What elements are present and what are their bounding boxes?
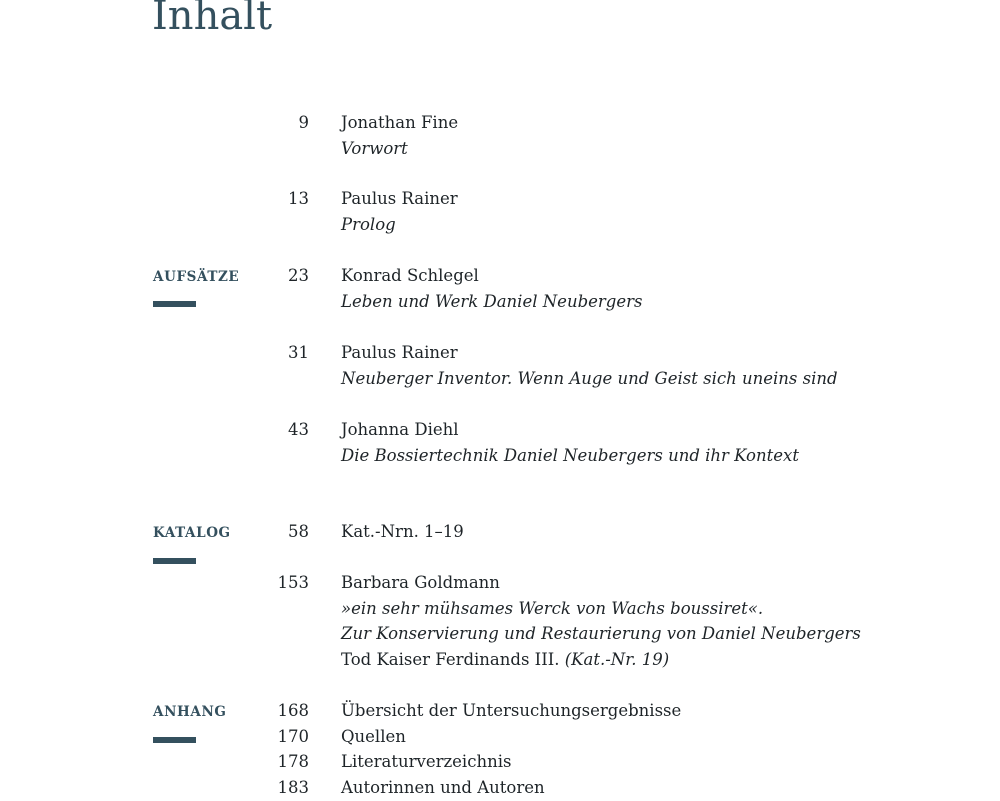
entry-author: Konrad Schlegel bbox=[341, 266, 479, 285]
page-number: 168 bbox=[277, 701, 309, 720]
entry-author: Paulus Rainer bbox=[341, 343, 458, 362]
page-number: 13 bbox=[288, 189, 309, 208]
page-number: 43 bbox=[288, 420, 309, 439]
entry-title-line-3-plain: Tod Kaiser Ferdinands III. bbox=[341, 649, 560, 669]
page-number: 58 bbox=[288, 522, 309, 541]
page-number: 170 bbox=[277, 727, 309, 746]
page-number: 9 bbox=[298, 113, 309, 132]
entry-text: Autorinnen und Autoren bbox=[341, 778, 545, 797]
entry-title: Prolog bbox=[341, 214, 396, 234]
entry-text: Kat.-Nrn. 1–19 bbox=[341, 522, 464, 541]
entry-author: Paulus Rainer bbox=[341, 189, 458, 208]
entry-title-line-3-italic: (Kat.-Nr. 19) bbox=[564, 649, 670, 669]
section-bar-aufsaetze bbox=[153, 301, 196, 307]
section-label-katalog: KATALOG bbox=[153, 525, 231, 541]
entry-author: Johanna Diehl bbox=[341, 420, 459, 439]
section-label-anhang: ANHANG bbox=[153, 704, 227, 720]
entry-text: Quellen bbox=[341, 727, 406, 746]
entry-author: Jonathan Fine bbox=[341, 113, 459, 132]
page-number: 183 bbox=[277, 778, 309, 797]
section-label-aufsaetze: AUFSÄTZE bbox=[153, 269, 240, 285]
entry-title-line-3 bbox=[341, 647, 961, 673]
entry-title-line-1: »ein sehr mühsames Werck von Wachs boussiret«. bbox=[341, 598, 764, 618]
page-number: 153 bbox=[277, 573, 309, 592]
entry-title: Neuberger Inventor. Wenn Auge und Geist sich uneins sind bbox=[341, 368, 838, 388]
page-number: 31 bbox=[288, 343, 309, 362]
entry-title-line-2: Zur Konservierung und Restaurierung von Daniel Neubergers bbox=[341, 624, 861, 643]
entry-text: Übersicht der Untersuchungsergebnisse bbox=[341, 701, 682, 720]
section-bar-katalog bbox=[153, 558, 196, 564]
entry-title: Die Bossiertechnik Daniel Neubergers und ihr Kontext bbox=[341, 445, 799, 465]
section-bar-anhang bbox=[153, 737, 196, 743]
entry-title: Leben und Werk Daniel Neubergers bbox=[341, 291, 643, 311]
entry-text: Literaturverzeichnis bbox=[341, 752, 512, 771]
page-title: Inhalt bbox=[152, 0, 273, 39]
entry-title: Vorwort bbox=[341, 138, 408, 158]
page-number: 23 bbox=[288, 266, 309, 285]
page-number: 178 bbox=[277, 752, 309, 771]
entry-author: Barbara Goldmann bbox=[341, 573, 500, 592]
